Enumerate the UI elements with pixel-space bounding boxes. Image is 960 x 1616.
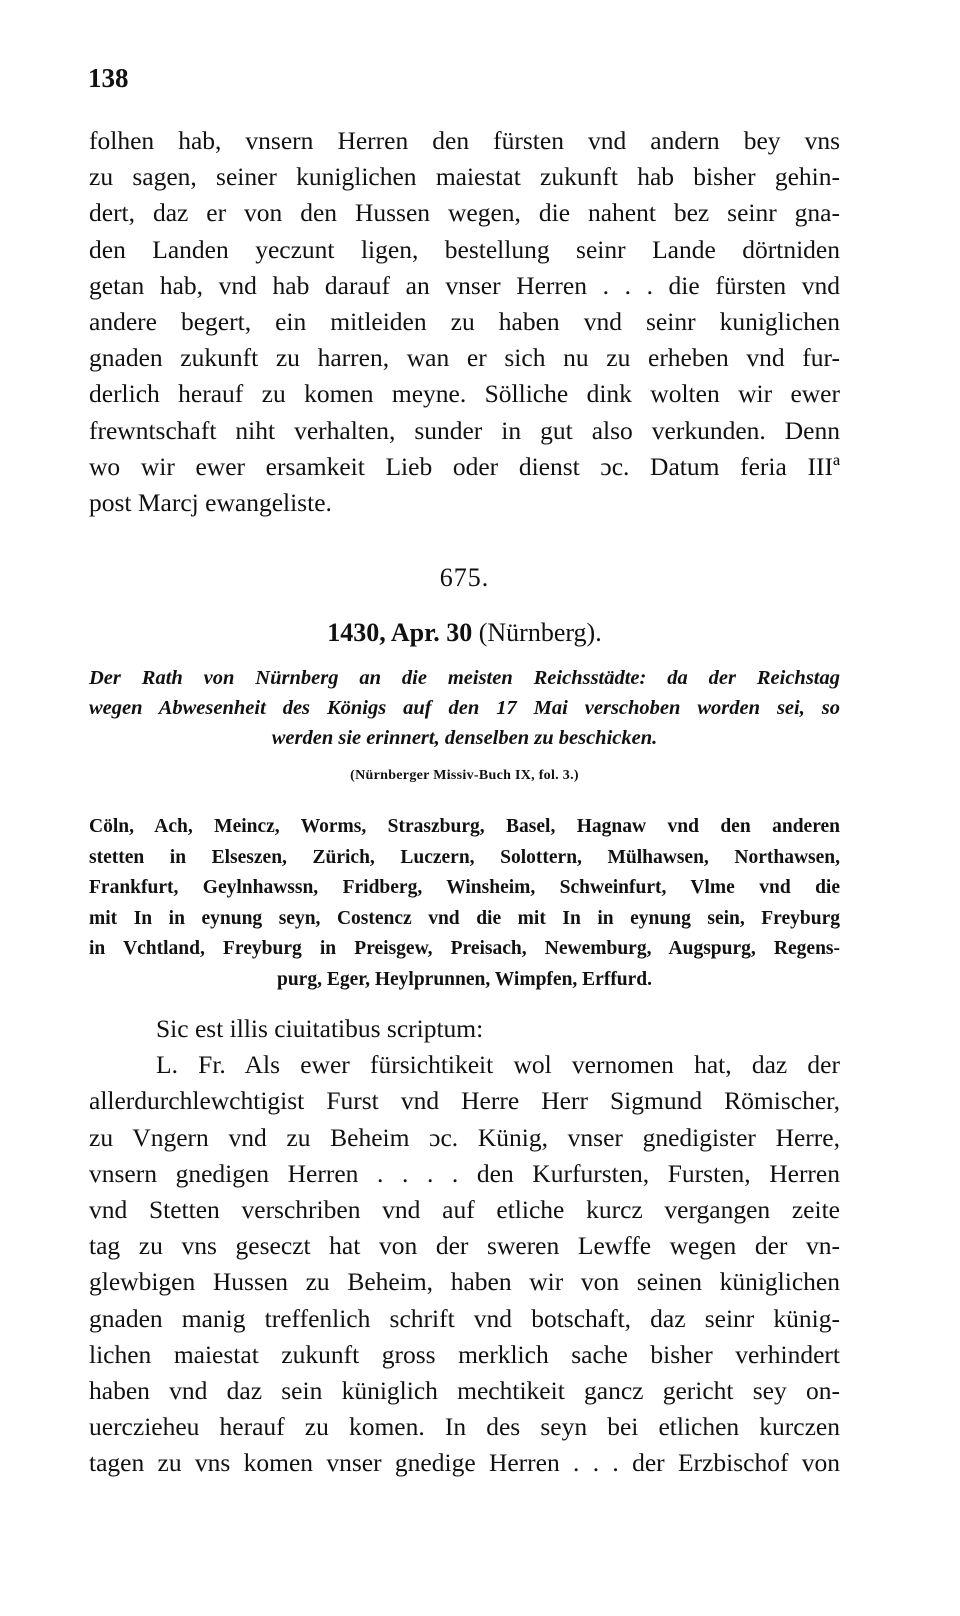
address-line: purg, Eger, Heylprunnen, Wimpfen, Erffurd. — [276, 968, 653, 990]
text-line: derlich herauf zu komen meyne. Sölliche dink wolten wir ewer — [89, 379, 840, 409]
address-block — [89, 812, 840, 996]
page-number: 138 — [88, 63, 129, 93]
summary-line: wegen Abwesenheit des Königs auf den 17 Mai verschoben worden sei, so — [89, 697, 840, 719]
text-line: tagen zu vns komen vnser gnedige Herren . . . der Erzbischof von — [89, 1448, 840, 1478]
document-place: (Nürnberg). — [472, 618, 602, 647]
text-line: post Marcj ewangeliste. — [89, 487, 332, 517]
text-line: getan hab, vnd hab darauf an vnser Herren . . . die fürsten vnd — [89, 270, 840, 300]
summary-line: werden sie erinnert, denselben zu beschicken. — [271, 727, 658, 749]
text-line: gnaden zukunft zu harren, wan er sich nu zu erheben vnd fur- — [89, 343, 840, 373]
text-line: zu Vngern vnd zu Beheim ɔc. Künig, vnser gnedigister Herre, — [89, 1122, 840, 1152]
text-line: lichen maiestat zukunft gross merklich sache bisher verhindert — [89, 1339, 840, 1369]
address-line: in Vchtland, Freyburg in Preisgew, Preisach, Newemburg, Augspurg, Regens- — [89, 938, 840, 960]
summary-line: Der Rath von Nürnberg an die meisten Reichsstädte: da der Reichstag — [89, 667, 840, 689]
address-line: stetten in Elseszen, Zürich, Luczern, Solottern, Mülhawsen, Northawsen, — [89, 846, 840, 868]
text-line: vnd Stetten verschriben vnd auf etliche kurcz vergangen zeite — [89, 1194, 840, 1224]
letter-body — [89, 1011, 840, 1481]
text-line: Sic est illis ciuitatibus scriptum: — [156, 1014, 484, 1043]
text-line: wo wir ewer ersamkeit Lieb oder dienst ɔc. Datum feria IIIª — [89, 451, 840, 481]
text-line: frewntschaft niht verhalten, sunder in gut also verkunden. Denn — [89, 415, 840, 445]
text-line: uerczieheu herauf zu komen. In des seyn bei etlichen kurczen — [89, 1412, 840, 1442]
continuation-text — [89, 123, 840, 521]
text-line: L. Fr. Als ewer fürsichtikeit wol vernomen hat, daz der — [156, 1050, 840, 1080]
text-line: gnaden manig treffenlich schrift vnd botschaft, daz seinr künig- — [89, 1303, 840, 1333]
document-date-heading — [89, 616, 840, 650]
text-line: haben vnd daz sein küniglich mechtikeit gancz gericht sey on- — [89, 1375, 840, 1405]
text-line: glewbigen Hussen zu Beheim, haben wir von seinen küniglichen — [89, 1267, 840, 1297]
text-line: andere begert, ein mitleiden zu haben vnd seinr kuniglichen — [89, 306, 840, 336]
text-line: zu sagen, seiner kuniglichen maiestat zukunft hab bisher gehin- — [89, 162, 840, 192]
address-line: Frankfurt, Geylnhawssn, Fridberg, Winsheim, Schweinfurt, Vlme vnd die — [89, 877, 840, 899]
address-line: mit In in eynung seyn, Costencz vnd die mit In in eynung sein, Freyburg — [89, 907, 840, 929]
address-line: Cöln, Ach, Meincz, Worms, Straszburg, Basel, Hagnaw vnd den anderen — [89, 816, 840, 837]
source-citation: (Nürnberger Missiv-Buch IX, fol. 3.) — [350, 768, 579, 783]
document-number: 675. — [439, 563, 490, 592]
text-line: tag zu vns geseczt hat von der sweren Lewffe wegen der vn- — [89, 1231, 840, 1261]
document-summary — [89, 663, 840, 753]
text-line: dert, daz er von den Hussen wegen, die nahent bez seinr gna- — [89, 198, 840, 228]
text-line: folhen hab, vnsern Herren den fürsten vnd andern bey vns — [89, 126, 840, 155]
text-line: vnsern gnedigen Herren . . . . den Kurfursten, Fursten, Herren — [89, 1158, 840, 1188]
document-date: 1430, Apr. 30 — [327, 618, 473, 647]
text-line: den Landen yeczunt ligen, bestellung seinr Lande dörtniden — [89, 234, 840, 264]
text-line: allerdurchlewchtigist Furst vnd Herre Herr Sigmund Römischer, — [89, 1086, 840, 1116]
